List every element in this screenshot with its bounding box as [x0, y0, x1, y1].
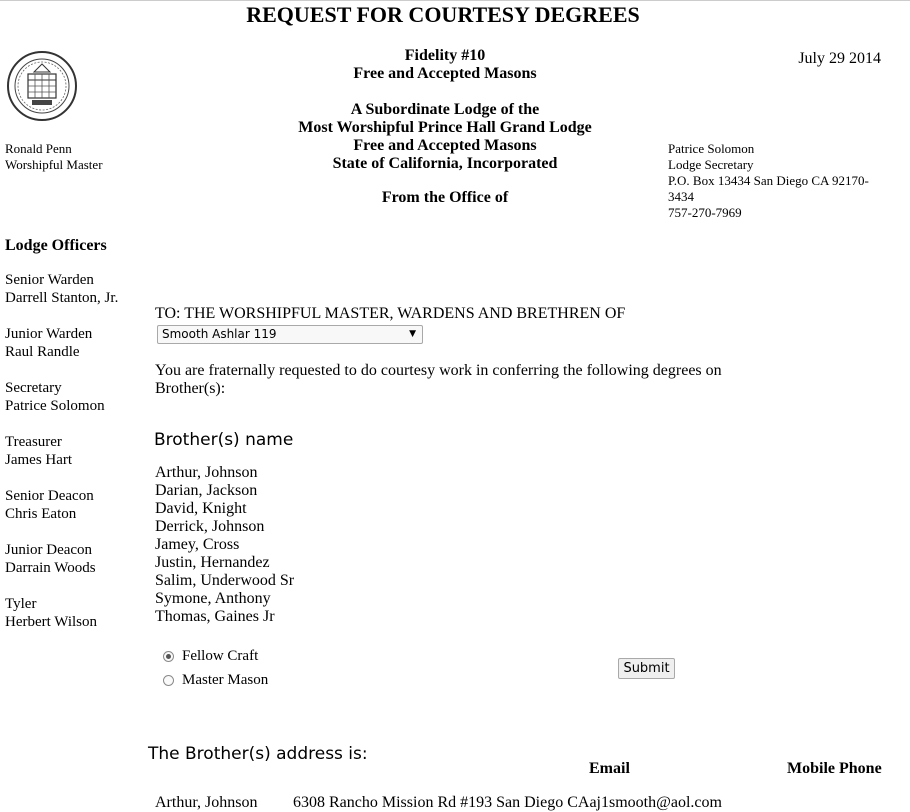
- submit-button[interactable]: Submit: [618, 658, 675, 679]
- list-item: Arthur, Johnson: [155, 464, 258, 481]
- secretary-address: P.O. Box 13434 San Diego CA 92170-3434: [668, 173, 869, 204]
- worshipful-master-block: [5, 141, 103, 173]
- officer-title: Junior Deacon: [5, 542, 93, 558]
- degree-option-master-mason[interactable]: [163, 672, 268, 689]
- degree-label: Master Mason: [182, 672, 269, 688]
- address-row-email: aj1smooth@aol.com: [589, 794, 722, 811]
- address-heading: The Brother(s) address is:: [148, 744, 368, 764]
- officer-title: Treasurer: [5, 434, 62, 450]
- lodge-affiliation-2: Most Worshipful Prince Hall Grand Lodge: [298, 119, 592, 136]
- officer-name: Herbert Wilson: [5, 614, 98, 630]
- officer-title: Junior Warden: [5, 326, 93, 342]
- officer-name: Chris Eaton: [5, 506, 77, 522]
- list-item: Jamey, Cross: [155, 536, 240, 553]
- officer-name: Raul Randle: [5, 344, 80, 360]
- officer-name: Patrice Solomon: [5, 398, 105, 414]
- request-date: July 29 2014: [798, 50, 881, 67]
- officer-junior-deacon: [5, 541, 118, 577]
- lodge-name: Fidelity #10: [404, 47, 486, 64]
- officer-name: James Hart: [5, 452, 73, 468]
- officer-name: Darrain Woods: [5, 560, 96, 576]
- brothers-list: [155, 464, 294, 626]
- brothers-heading: Brother(s) name: [154, 430, 294, 450]
- officer-title: Secretary: [5, 380, 62, 396]
- secretary-name: Patrice Solomon: [668, 141, 755, 156]
- radio-master-mason[interactable]: [163, 675, 174, 686]
- lodge-officers: [5, 237, 118, 649]
- officer-treasurer: [5, 433, 118, 469]
- list-item: Symone, Anthony: [155, 590, 271, 607]
- secretary-role: Lodge Secretary: [668, 157, 754, 172]
- list-item: David, Knight: [155, 500, 247, 517]
- worshipful-master-name: Ronald Penn: [5, 141, 72, 156]
- top-border: [0, 0, 910, 1]
- officers-heading: Lodge Officers: [5, 237, 107, 254]
- radio-fellow-craft[interactable]: [163, 651, 174, 662]
- address-row-address: [293, 794, 722, 812]
- dropdown-arrow-icon: ▼: [409, 329, 416, 339]
- office-of-label: From the Office of: [381, 189, 509, 206]
- lodge-select[interactable]: [157, 325, 423, 344]
- secretary-block: [668, 141, 888, 221]
- lodge-subtitle: Free and Accepted Masons: [353, 65, 537, 82]
- officer-title: Tyler: [5, 596, 37, 612]
- to-line: TO: THE WORSHIPFUL MASTER, WARDENS AND BRETHREN OF: [155, 305, 626, 322]
- request-text: You are fraternally requested to do courtesy work in conferring the following degrees on Brother(s):: [155, 362, 722, 397]
- page-title: REQUEST FOR COURTESY DEGREES: [246, 2, 640, 27]
- officer-senior-deacon: [5, 487, 118, 523]
- officer-junior-warden: [5, 325, 118, 361]
- list-item: Derrick, Johnson: [155, 518, 265, 535]
- officer-senior-warden: [5, 271, 118, 307]
- degree-option-fellow-craft[interactable]: [163, 648, 258, 665]
- mobile-column-header: Mobile Phone: [787, 760, 882, 777]
- email-column-header: Email: [589, 760, 630, 777]
- address-row-name: Arthur, Johnson: [155, 794, 258, 811]
- address-row-street: 6308 Rancho Mission Rd #193 San Diego CA: [293, 794, 590, 811]
- list-item: Justin, Hernandez: [155, 554, 270, 571]
- officer-title: Senior Deacon: [5, 488, 94, 504]
- lodge-select-value: Smooth Ashlar 119: [162, 327, 277, 341]
- lodge-affiliation-3: Free and Accepted Masons: [353, 137, 537, 154]
- lodge-affiliation-1: A Subordinate Lodge of the: [350, 101, 540, 118]
- officer-tyler: [5, 595, 118, 631]
- degree-label: Fellow Craft: [182, 648, 259, 664]
- list-item: Thomas, Gaines Jr: [155, 608, 275, 625]
- lodge-seal-icon: [6, 50, 78, 122]
- secretary-phone: 757-270-7969: [668, 205, 742, 220]
- officer-title: Senior Warden: [5, 272, 94, 288]
- officer-name: Darrell Stanton, Jr.: [5, 290, 119, 306]
- officer-secretary: [5, 379, 118, 415]
- lodge-affiliation-4: State of California, Incorporated: [332, 155, 558, 172]
- list-item: Darian, Jackson: [155, 482, 258, 499]
- list-item: Salim, Underwood Sr: [155, 572, 295, 589]
- worshipful-master-role: Worshipful Master: [5, 157, 103, 172]
